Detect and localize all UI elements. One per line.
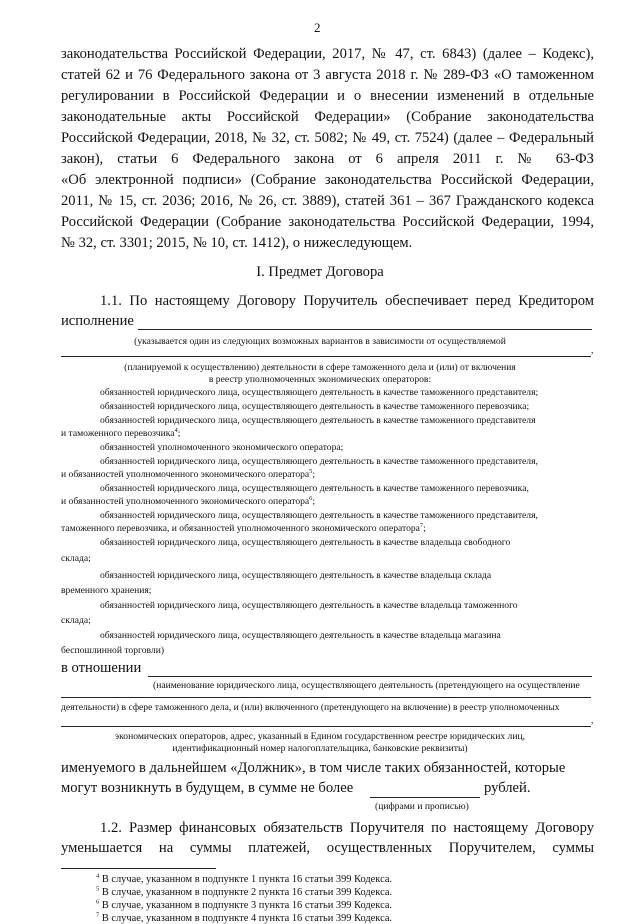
option-item-cont: и обязанностей уполномоченного экономического оператора$^6$; [61,494,316,507]
debtor-name-line [148,676,592,677]
option-item-cont: беспошлинной торговли) [61,645,165,656]
hint-debtor-activity: деятельности) в сфере таможенного дела, и (или) включенного (претендующего на включение) в реестр уполномоченных [61,702,560,713]
footnote: $^4$ В случае, указанном в подпункте 1 пункта 16 статьи 399 Кодекса. [96,872,393,885]
option-item: обязанностей юридического лица, осуществляющего деятельность в качестве таможенного перевозчика, [100,483,529,494]
hint-registry: в реестр уполномоченных экономических операторов: [208,374,432,385]
currency-label: рублей. [484,780,531,796]
debtor-amount-line: могут возникнуть в будущем, в сумме не более [61,780,354,796]
option-item: обязанностей юридического лица, осуществляющего деятельность в качестве таможенного перевозчика; [100,401,530,412]
clause-1-2-line: уменьшается на суммы платежей, осуществленных Поручителем, суммы [61,840,594,856]
hint-variant: (указывается один из следующих возможных вариантов в зависимости от осуществляемой [134,336,506,347]
clause-1-1-label: исполнение [61,313,134,329]
hint-debtor-name: (наименование юридического лица, осуществляющего деятельность (претендующего на осуществление [153,680,580,691]
option-item: обязанностей юридического лица, осуществляющего деятельность в качестве владельца свободного [100,537,511,548]
footnote-ref: 4 [174,426,178,434]
clause-1-1-line: 1.1. По настоящему Договору Поручитель обеспечивает перед Кредитором [100,293,594,309]
footnote-ref: 7 [419,521,424,529]
page-number: 2 [314,20,321,35]
option-item-cont: и таможенного перевозчика$^4$; [61,426,181,439]
execution-fill-line [138,329,592,330]
intro-line: 2011, № 15, ст. 2036; 2016, № 26, ст. 3889), статей 361 – 367 Гражданского кодекса [61,193,594,209]
footnote: $^6$ В случае, указанном в подпункте 3 пункта 16 статьи 399 Кодекса. [96,898,393,911]
option-item: обязанностей юридического лица, осуществляющего деятельность в качестве таможенного представителя, [100,456,538,467]
option-item-cont: склада; [61,553,91,564]
comma: , [591,715,594,726]
option-item: обязанностей юридического лица, осуществляющего деятельность в качестве владельца магазина [100,630,501,641]
intro-line: № 32, ст. 3301; 2015, № 10, ст. 1412), о нижеследующем. [61,235,413,251]
footnote: $^7$ В случае, указанном в подпункте 4 пункта 16 статьи 399 Кодекса. [96,911,393,924]
footnote-separator [61,868,216,869]
option-item: обязанностей юридического лица, осуществляющего деятельность в качестве таможенного представителя; [100,387,539,398]
option-item: обязанностей юридического лица, осуществляющего деятельность в качестве владельца склада [100,570,492,581]
option-item-cont: временного хранения; [61,585,152,596]
option-item-cont: склада; [61,615,91,626]
option-item: обязанностей юридического лица, осуществляющего деятельность в качестве владельца таможенного [100,600,518,611]
intro-line: регулировании в Российской Федерации и о внесении изменений в отдельные [61,88,594,104]
intro-line: законодательные акты Российской Федерации» (Собрание законодательства [61,109,594,125]
footnote: $^5$ В случае, указанном в подпункте 2 пункта 16 статьи 399 Кодекса. [96,885,393,898]
hint-amount: (цифрами и прописью) [375,801,469,812]
hint-activity: (планируемой к осуществлению) деятельности в сфере таможенного дела и (или) от включения [124,362,516,373]
intro-line: «Об электронной подписи» (Собрание законодательства Российской Федерации, [61,172,594,188]
intro-line: Российской Федерации (Собрание законодательства Российской Федерации, 1994, [61,214,594,230]
intro-line: Российской Федерации, 2018, № 32, ст. 5082; № 49, ст. 7524) (далее – Федеральный [61,130,594,146]
section-title: I. Предмет Договора [256,264,384,280]
option-item: обязанностей уполномоченного экономического оператора; [100,442,344,453]
execution-fill-line-2 [61,356,591,357]
footnote-ref: 6 [309,494,313,502]
intro-line: статей 62 и 76 Федерального закона от 3 августа 2018 г. № 289-ФЗ «О таможенном [61,67,594,83]
intro-line: закон), статьи 6 Федерального закона от 6 апреля 2011 г. № 63-ФЗ [61,151,594,167]
debtor-line: именуемого в дальнейшем «Должник», в том числе таких обязанностей, которые [61,760,566,776]
debtor-name-line-2 [61,697,591,698]
option-item: обязанностей юридического лица, осуществляющего деятельность в качестве таможенного представителя [100,415,536,426]
intro-line: законодательства Российской Федерации, 2017, № 47, ст. 6843) (далее – Кодекс), [61,46,594,62]
debtor-name-line-3 [61,726,591,727]
clause-1-2-line: 1.2. Размер финансовых обязательств Поручителя по настоящему Договору [100,820,594,836]
option-item: обязанностей юридического лица, осуществляющего деятельность в качестве таможенного представителя, [100,510,538,521]
comma: , [591,345,594,356]
hint-debtor-ids: идентификационный номер налогоплательщика, банковские реквизиты) [172,743,468,754]
amount-fill-line [370,797,480,798]
relation-label: в отношении [61,660,142,676]
option-item-cont: таможенного перевозчика, и обязанностей уполномоченного экономического оператора$^7$; [61,521,426,534]
hint-debtor-address: экономических операторов, адрес, указанный в Едином государственном реестре юридических лиц, [114,731,525,742]
footnote-ref: 5 [309,467,313,475]
option-item-cont: и обязанностей уполномоченного экономического оператора$^5$; [61,467,316,480]
